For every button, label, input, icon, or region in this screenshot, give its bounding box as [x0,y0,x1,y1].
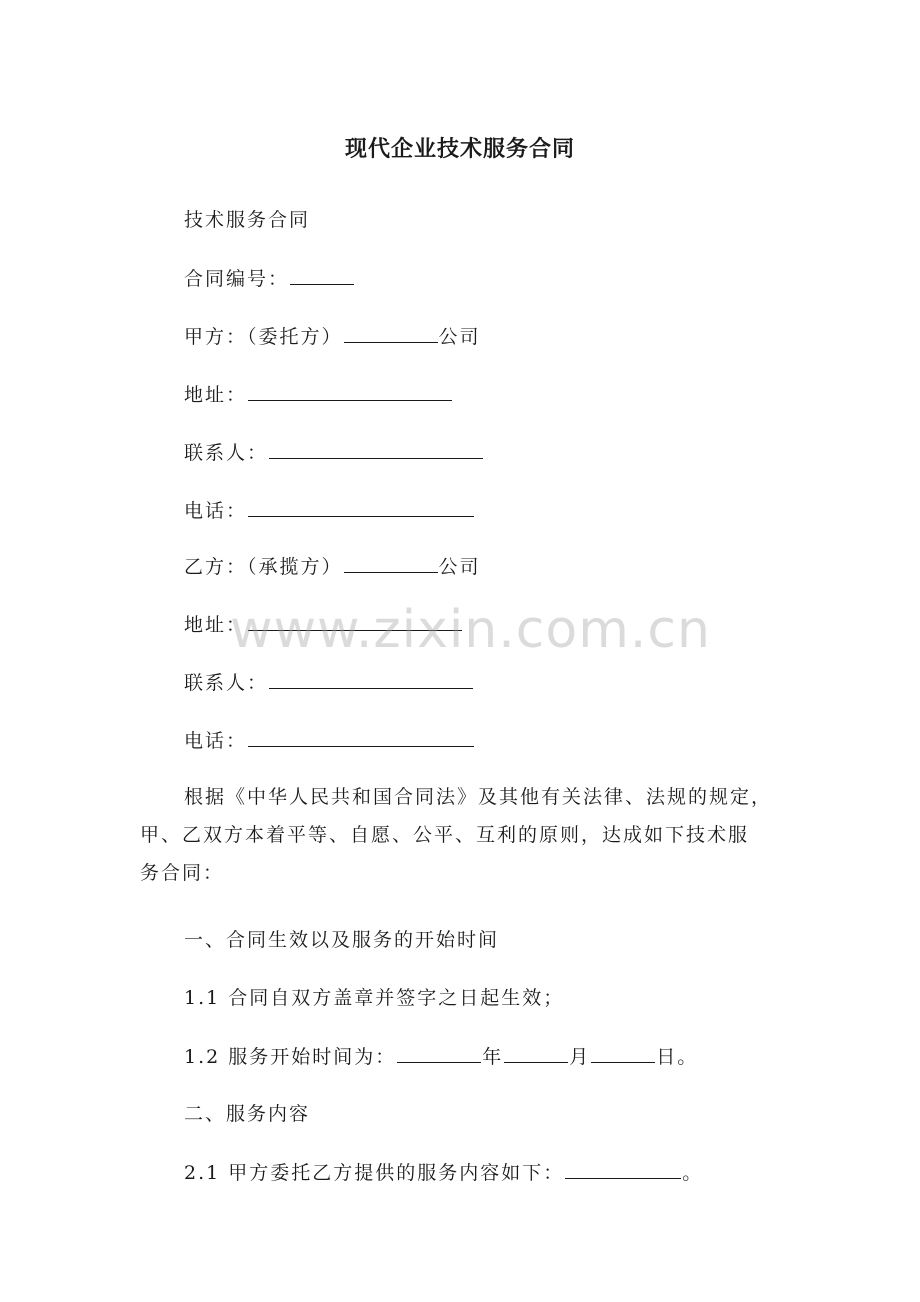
party-b-contact-blank [269,668,473,689]
party-b-line [184,552,481,581]
party-a-phone-blank [248,496,474,517]
party-b-label: 乙方：（承揽方） [184,556,343,578]
party-a-contact-line [184,438,484,467]
preamble-line-1: 根据《中华人民共和国合同法》及其他有关法律、法规的规定， [184,786,773,808]
party-b-name-blank [344,552,438,573]
contract-number-blank [290,264,354,285]
party-b-contact-label: 联系人： [184,672,269,694]
clause-1-2 [184,1042,698,1071]
service-content-blank [565,1158,681,1179]
preamble-line-2: 甲、乙双方本着平等、自愿、公平、互利的原则，达成如下技术服 [140,824,750,846]
day-label: 日。 [656,1046,699,1068]
clause-2-1-suffix: 。 [682,1162,704,1184]
clause-1-1: 1.1 合同自双方盖章并签字之日起生效； [184,987,565,1009]
subtitle: 技术服务合同 [184,209,311,231]
contract-number-label: 合同编号： [184,268,290,290]
month-label: 月 [569,1046,591,1068]
section-2-heading: 二、服务内容 [184,1103,311,1125]
contract-number-line [184,264,355,293]
start-year-blank [397,1042,481,1063]
watermark: www.zixin.com.cn [230,600,711,660]
party-b-phone-line [184,726,475,755]
section-1-heading: 一、合同生效以及服务的开始时间 [184,929,500,951]
party-a-address-label: 地址： [184,384,248,406]
party-a-address-line [184,380,453,409]
party-a-name-blank [344,322,438,343]
start-day-blank [591,1042,655,1063]
party-b-address-label: 地址： [184,614,248,636]
party-a-suffix: 公司 [438,326,481,348]
preamble-line-3: 务合同： [140,862,225,884]
party-b-address-line [184,610,463,639]
party-a-contact-label: 联系人： [184,442,269,464]
clause-2-1 [184,1158,703,1187]
preamble-paragraph [140,778,820,892]
party-a-address-blank [248,380,452,401]
party-a-line [184,322,481,351]
party-b-phone-blank [248,726,474,747]
document-title: 现代企业技术服务合同 [344,137,575,162]
start-month-blank [504,1042,568,1063]
clause-2-1-label: 2.1 甲方委托乙方提供的服务内容如下： [184,1162,565,1184]
party-a-contact-blank [269,438,483,459]
party-b-phone-label: 电话： [184,730,248,752]
party-a-phone-label: 电话： [184,500,248,522]
year-label: 年 [482,1046,504,1068]
party-a-phone-line [184,496,475,525]
party-a-label: 甲方：（委托方） [184,326,343,348]
party-b-address-blank [248,610,462,631]
party-b-suffix: 公司 [438,556,481,578]
clause-1-2-label: 1.2 服务开始时间为： [184,1046,397,1068]
party-b-contact-line [184,668,474,697]
